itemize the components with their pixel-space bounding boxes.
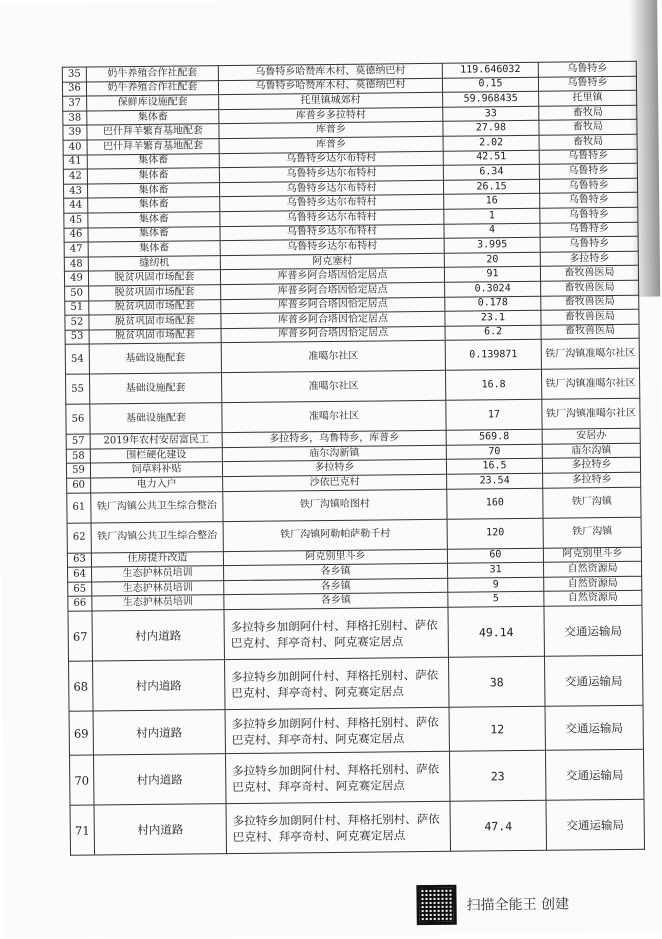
scanner-watermark	[416, 882, 569, 928]
row-number: 35	[62, 67, 86, 82]
row-number: 56	[66, 404, 90, 434]
project-location: 准噶尔社区	[221, 341, 445, 373]
project-location: 多拉特乡	[222, 460, 446, 477]
row-number: 63	[67, 553, 91, 568]
project-location: 库普乡阿合塔因恰定居点	[221, 326, 445, 343]
row-number: 71	[70, 805, 95, 855]
project-location: 库普乡阿合塔因恰定居点	[221, 297, 445, 314]
project-location: 多拉特乡加朗阿什村、拜格托别村、萨依巴克村、拜亭奇村、阿克赛定居点	[225, 707, 449, 753]
responsible-unit: 畜牧兽医局	[540, 266, 638, 282]
project-location: 准噶尔社区	[222, 401, 446, 433]
responsible-unit: 乌鲁特乡	[540, 207, 638, 223]
project-name: 集体畜	[88, 241, 220, 257]
project-location: 库普乡多拉特村	[219, 107, 443, 124]
project-location: 乌鲁特乡哈赞库木村、莫德纳巴村	[218, 78, 442, 95]
project-location: 乌鲁特乡达尔布特村	[219, 165, 443, 182]
responsible-unit: 乌鲁特乡	[540, 193, 638, 209]
fund-amount: 0.178	[445, 296, 541, 312]
row-number: 64	[68, 567, 92, 582]
watermark-text: 扫描全能王 创建	[466, 896, 570, 914]
responsible-unit: 乌鲁特乡	[540, 222, 638, 238]
row-number: 45	[64, 213, 88, 228]
responsible-unit: 交通运输局	[544, 605, 643, 656]
row-number: 61	[67, 493, 91, 523]
responsible-unit: 乌鲁特乡	[538, 61, 636, 77]
responsible-unit: 乌鲁特乡	[539, 149, 637, 165]
project-name: 集体畜	[88, 212, 220, 228]
project-name: 巴什拜羊繁育基地配套	[87, 124, 219, 140]
responsible-unit: 畜牧局	[539, 105, 637, 121]
row-number: 41	[63, 155, 87, 170]
project-name: 生态护林员培训	[92, 566, 224, 582]
fund-amount: 31	[448, 563, 544, 579]
fund-amount: 569.8	[446, 430, 542, 446]
project-location: 多拉特乡加朗阿什村、拜格托别村、萨依巴克村、拜亭奇村、阿克赛定居点	[226, 801, 451, 853]
project-name: 铁厂沟镇公共卫生综合整治	[91, 491, 223, 522]
project-name: 集体畜	[87, 153, 219, 169]
responsible-unit: 交通运输局	[545, 705, 643, 750]
project-location: 乌鲁特乡达尔布特村	[220, 224, 444, 241]
row-number: 37	[63, 96, 87, 111]
responsible-unit: 乌鲁特乡	[540, 236, 638, 252]
fund-amount: 5	[448, 592, 544, 608]
project-name: 脱贫巩固市场配套	[89, 285, 221, 301]
fund-amount: 26.15	[443, 179, 539, 195]
project-location: 库普乡阿合塔因恰定居点	[220, 268, 444, 285]
responsible-unit: 交通运输局	[546, 799, 645, 850]
project-name: 集体畜	[88, 226, 220, 242]
fund-amount: 47.4	[450, 800, 547, 851]
fund-amount: 16.8	[445, 370, 541, 401]
row-number: 46	[64, 228, 88, 243]
project-table	[62, 61, 645, 856]
responsible-unit: 安居办	[542, 429, 640, 445]
project-location: 多拉特乡加朗阿什村、拜格托别村、萨依巴克村、拜亭奇村、阿克赛定居点	[225, 657, 450, 709]
row-number: 38	[63, 111, 87, 126]
project-location: 各乡镇	[224, 564, 448, 581]
project-name: 缝纫机	[88, 255, 220, 271]
project-location: 沙依巴克村	[223, 474, 447, 491]
project-name: 集体畜	[87, 109, 219, 125]
fund-amount: 119.646032	[442, 62, 538, 78]
project-location: 乌鲁特乡达尔布特村	[220, 238, 444, 255]
responsible-unit: 多拉特乡	[542, 458, 640, 474]
row-number: 66	[68, 596, 92, 611]
row-number: 51	[65, 301, 89, 316]
project-name: 基础设施配套	[89, 343, 221, 374]
responsible-unit: 铁厂沟镇准噶尔社区	[541, 369, 639, 400]
fund-amount: 27.98	[443, 121, 539, 137]
fund-amount: 12	[449, 706, 545, 751]
row-number: 54	[65, 344, 89, 374]
project-name: 铁厂沟镇公共卫生综合整治	[91, 521, 223, 552]
table-row	[69, 705, 643, 755]
fund-amount: 20	[444, 252, 540, 268]
responsible-unit: 畜牧兽医局	[541, 324, 639, 340]
project-location: 乌鲁特乡达尔布特村	[220, 209, 444, 226]
project-name: 村内道路	[93, 710, 225, 755]
project-location: 乌鲁特乡达尔布特村	[220, 195, 444, 212]
project-name: 奶牛养殖合作社配套	[86, 80, 218, 96]
project-name: 生态护林员培训	[92, 580, 224, 596]
project-name: 村内道路	[93, 754, 226, 805]
responsible-unit: 自然资源局	[544, 576, 642, 592]
project-name: 脱贫巩固市场配套	[89, 299, 221, 315]
project-location: 多拉特乡加朗阿什村、拜格托别村、萨依巴克村、拜亭奇村、阿克赛定居点	[225, 751, 450, 803]
responsible-unit: 自然资源局	[544, 562, 642, 578]
row-number: 48	[64, 257, 88, 272]
row-number: 59	[66, 463, 90, 478]
responsible-unit: 阿克别里斗乡	[543, 547, 641, 563]
project-name: 村内道路	[93, 660, 226, 711]
fund-amount: 9	[448, 577, 544, 593]
responsible-unit: 畜牧局	[539, 134, 637, 150]
row-number: 53	[65, 330, 89, 345]
fund-amount: 16	[444, 194, 540, 210]
project-name: 围栏硬化建设	[90, 448, 222, 464]
project-name: 村内道路	[94, 804, 227, 855]
row-number: 67	[68, 611, 93, 661]
responsible-unit: 铁厂沟镇	[543, 487, 641, 518]
row-number: 36	[62, 82, 86, 97]
project-location: 铁厂沟镇哈图村	[223, 489, 447, 521]
fund-amount: 2.02	[443, 135, 539, 151]
responsible-unit: 铁厂沟镇	[543, 517, 641, 548]
responsible-unit: 乌鲁特乡	[539, 163, 637, 179]
fund-amount: 23	[449, 750, 546, 801]
project-name: 奶牛养殖合作社配套	[86, 66, 218, 82]
project-name: 脱贫巩固市场配套	[89, 328, 221, 344]
project-location: 库普乡阿合塔因恰定居点	[221, 311, 445, 328]
responsible-unit: 乌鲁特乡	[538, 76, 636, 92]
responsible-unit: 多拉特乡	[540, 251, 638, 267]
qr-code-icon	[416, 885, 456, 925]
project-name: 集体畜	[88, 182, 220, 198]
fund-amount: 3.995	[444, 237, 540, 253]
fund-amount: 6.2	[445, 325, 541, 341]
fund-amount: 160	[447, 488, 543, 519]
row-number: 62	[67, 523, 91, 553]
project-location: 阿克塞村	[220, 253, 444, 270]
row-number: 44	[64, 198, 88, 213]
fund-amount: 70	[446, 444, 542, 460]
project-name: 村内道路	[92, 610, 225, 661]
project-location: 库普乡	[219, 136, 443, 153]
project-name: 脱贫巩固市场配套	[88, 270, 220, 286]
row-number: 39	[63, 125, 87, 140]
responsible-unit: 庙尔沟镇	[542, 443, 640, 459]
responsible-unit: 托里镇	[539, 90, 637, 106]
row-number: 65	[68, 582, 92, 597]
project-name: 住房提升改造	[91, 551, 223, 567]
responsible-unit: 畜牧兽医局	[541, 309, 639, 325]
row-number: 52	[65, 315, 89, 330]
project-location: 多拉特乡加朗阿什村、拜格托别村、萨依巴克村、拜亭奇村、阿克赛定居点	[224, 607, 449, 659]
project-location: 乌鲁特乡达尔布特村	[220, 180, 444, 197]
project-location: 阿克别里斗乡	[223, 549, 447, 566]
table-row	[68, 605, 642, 661]
row-number: 43	[64, 184, 88, 199]
row-number: 60	[67, 478, 91, 493]
fund-amount: 59.968435	[443, 91, 539, 107]
fund-amount: 0.15	[442, 77, 538, 93]
row-number: 40	[63, 140, 87, 155]
project-location: 铁厂沟镇阿勒帕萨勒千村	[223, 519, 447, 551]
responsible-unit: 畜牧局	[539, 120, 637, 136]
project-name: 集体畜	[88, 197, 220, 213]
fund-amount: 6.34	[443, 164, 539, 180]
responsible-unit: 乌鲁特乡	[539, 178, 637, 194]
fund-amount: 16.5	[446, 459, 542, 475]
row-number: 49	[64, 271, 88, 286]
fund-amount: 1	[444, 208, 540, 224]
project-location: 库普乡	[219, 122, 443, 139]
project-location: 托里镇城郊村	[219, 92, 443, 109]
row-number: 58	[66, 449, 90, 464]
fund-amount: 0.139871	[445, 340, 541, 371]
table-row	[70, 799, 644, 855]
fund-amount: 38	[448, 656, 545, 707]
project-location: 准噶尔社区	[221, 371, 445, 403]
fund-amount: 17	[446, 400, 542, 431]
project-location: 多拉特乡，乌鲁特乡，库普乡	[222, 431, 446, 448]
row-number: 42	[63, 169, 87, 184]
row-number: 70	[69, 755, 94, 805]
project-name: 集体畜	[87, 168, 219, 184]
responsible-unit: 交通运输局	[545, 749, 644, 800]
responsible-unit: 铁厂沟镇准噶尔社区	[542, 399, 640, 430]
row-number: 57	[66, 434, 90, 449]
table-row	[69, 749, 643, 805]
project-name: 巴什拜羊繁育基地配套	[87, 139, 219, 155]
project-location: 库普乡阿合塔因恰定居点	[221, 282, 445, 299]
fund-amount: 120	[447, 518, 543, 549]
fund-amount: 49.14	[448, 606, 545, 657]
responsible-unit: 交通运输局	[544, 655, 643, 706]
fund-amount: 23.1	[445, 310, 541, 326]
project-name: 基础设施配套	[90, 403, 222, 434]
responsible-unit: 自然资源局	[544, 591, 642, 607]
responsible-unit: 畜牧兽医局	[541, 295, 639, 311]
project-name: 电力入户	[91, 477, 223, 493]
project-location: 乌鲁特乡达尔布特村	[219, 151, 443, 168]
fund-amount: 42.51	[443, 150, 539, 166]
fund-amount: 0.3024	[445, 281, 541, 297]
fund-amount: 23.54	[447, 473, 543, 489]
responsible-unit: 畜牧兽医局	[541, 280, 639, 296]
row-number: 47	[64, 242, 88, 257]
project-location: 各乡镇	[224, 578, 448, 595]
row-number: 50	[65, 286, 89, 301]
project-name: 饲草料补贴	[90, 462, 222, 478]
project-name: 2019年农村安居富民工	[90, 433, 222, 449]
responsible-unit: 多拉特乡	[543, 472, 641, 488]
project-name: 脱贫巩固市场配套	[89, 314, 221, 330]
fund-amount: 4	[444, 223, 540, 239]
row-number: 69	[69, 711, 93, 755]
table-row	[69, 655, 643, 711]
project-location: 庙尔沟新镇	[222, 445, 446, 462]
project-name: 基础设施配套	[90, 373, 222, 404]
project-location: 各乡镇	[224, 593, 448, 610]
project-name: 保鲜库设施配套	[87, 95, 219, 111]
responsible-unit: 铁厂沟镇准噶尔社区	[541, 339, 639, 370]
fund-amount: 91	[444, 267, 540, 283]
project-location: 乌鲁特乡哈赞库木村、莫德纳巴村	[218, 63, 442, 80]
fund-amount: 60	[447, 548, 543, 564]
row-number: 68	[69, 661, 94, 711]
fund-amount: 33	[443, 106, 539, 122]
row-number: 55	[66, 374, 90, 404]
table-body	[62, 61, 644, 855]
project-name: 生态护林员培训	[92, 595, 224, 611]
